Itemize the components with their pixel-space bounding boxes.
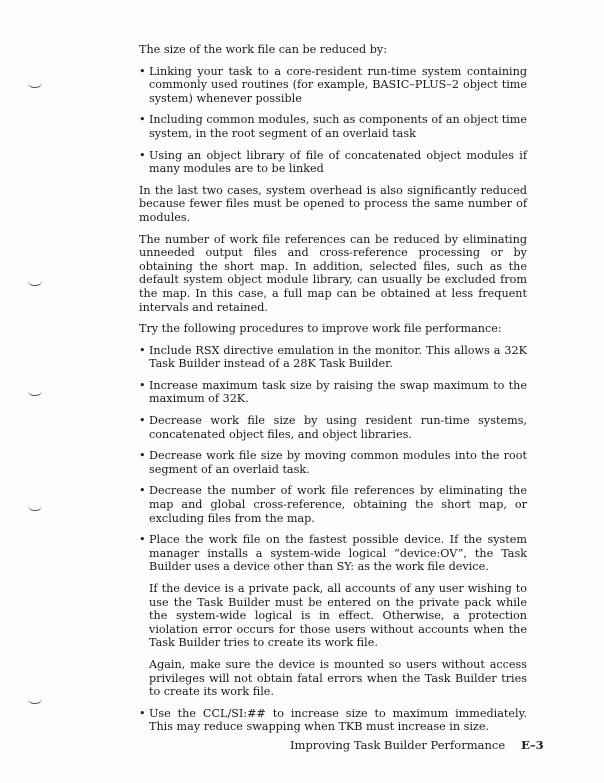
list-item: • Increase maximum task size by raising the swap maximum to the maximum of 32K. xyxy=(139,379,527,406)
list-item: • Linking your task to a core-resident run-time system containing commonly used routines (for example, BASIC–PLUS–2 object time system) whenever possible xyxy=(139,65,527,106)
list-item: • Use the CCL/SI:## to increase size to maximum immediately. This may reduce swapping when TKB must increase in size. xyxy=(139,707,527,734)
list-item: • Decrease work file size by moving common modules into the root segment of an overlaid task. xyxy=(139,449,527,476)
list-item: • Decrease work file size by using resident run-time systems, concatenated object files, and object libraries. xyxy=(139,414,527,441)
list-item: • Including common modules, such as components of an object time system, in the root segment of an overlaid task xyxy=(139,113,527,140)
list-item: • Using an object library of file of concatenated object modules if many modules are to be linked xyxy=(139,149,527,176)
page-footer xyxy=(290,738,544,752)
references-paragraph: The number of work file references can be reduced by eliminating unneeded output files and cross-reference processing or by obtaining the short map. In addition, selected files, such as the default system object module library, can usually be excluded from the map. In this case, a full map can be obtained at less frequent intervals and retained. xyxy=(139,232,527,314)
list-item: • Place the work file on the fastest possible device. If the system manager installs a system-wide logical “device:OV”, the Task Builder uses a device other than SY: as the work file device. xyxy=(139,533,527,574)
margin-mark xyxy=(28,698,42,704)
private-pack-paragraph: If the device is a private pack, all accounts of any user wishing to use the Task Builder must be entered on the private pack while the system-wide logical is in effect. Otherwise, a protection violation error occurs for those users without accounts when the Task Builder tries to create its work file. xyxy=(149,582,527,650)
margin-mark xyxy=(28,82,42,88)
procedures-list-continued xyxy=(139,707,527,734)
intro-paragraph: The size of the work file can be reduced by: xyxy=(139,43,387,56)
margin-mark xyxy=(28,505,42,511)
procedures-list xyxy=(139,344,527,574)
page-number: E–3 xyxy=(521,738,544,752)
list-item: • Include RSX directive emulation in the monitor. This allows a 32K Task Builder instead of a 28K Task Builder. xyxy=(139,344,527,371)
list-item: • Decrease the number of work file references by eliminating the map and global cross-reference, obtaining the short map, or excluding files from the map. xyxy=(139,484,527,525)
margin-mark xyxy=(28,390,42,396)
mounted-device-paragraph: Again, make sure the device is mounted so users without access privileges will not obtain fatal errors when the Task Builder tries to create its work file. xyxy=(149,657,527,699)
page-body xyxy=(139,43,527,742)
footer-title: Improving Task Builder Performance xyxy=(290,738,506,752)
try-paragraph: Try the following procedures to improve work file performance: xyxy=(139,322,502,336)
overhead-paragraph: In the last two cases, system overhead is also significantly reduced because fewer files must be opened to process the same number of modules. xyxy=(139,183,527,224)
margin-mark xyxy=(28,280,42,286)
reduce-list xyxy=(139,65,527,176)
